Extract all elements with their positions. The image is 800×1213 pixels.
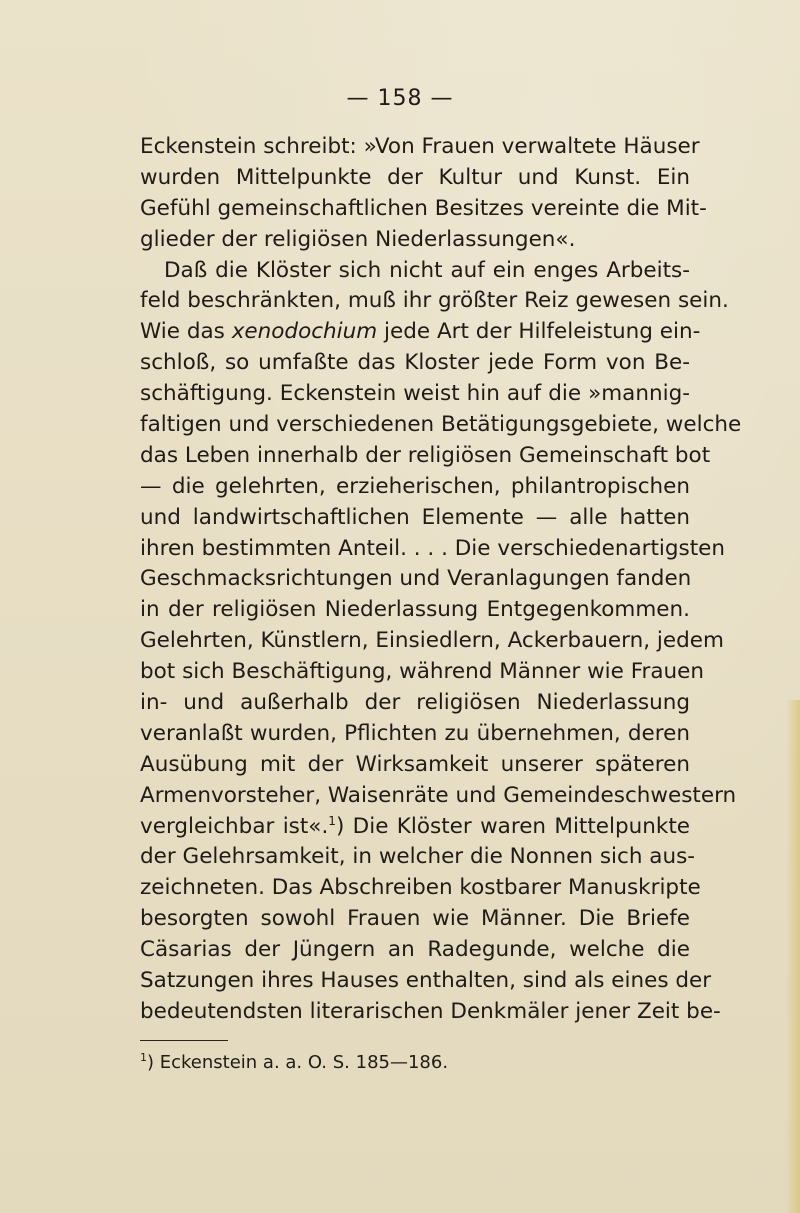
footnote-reference: 1 <box>328 813 336 828</box>
footnote-text: ) Eckenstein a. a. O. S. 185—186. <box>147 1052 449 1073</box>
text-line: Eckenstein schreibt: »Von Frauen verwaltete Häuser <box>140 134 700 159</box>
text-line-with-footnote-ref <box>140 812 690 843</box>
text-line: Satzungen ihres Hauses enthalten, sind als eines der <box>140 968 712 994</box>
text-line: Cäsarias der Jüngern an Radegunde, welche die <box>140 937 690 963</box>
text-line: Armenvorsteher, Waisenräte und Gemeindeschwestern <box>140 782 737 808</box>
text-segment: ) Die Klöster waren Mittelpunkte <box>335 813 690 839</box>
text-line-with-italic <box>140 317 701 348</box>
text-line: Geschmacksrichtungen und Veranlagungen fanden <box>140 566 692 592</box>
text-line: glieder der religiösen Niederlassungen«. <box>140 226 576 252</box>
text-segment: vergleichbar ist«. <box>140 813 329 839</box>
text-line: wurden Mittelpunkte der Kultur und Kunst. Ein <box>140 164 690 190</box>
text-line: das Leben innerhalb der religiösen Gemeinschaft bot <box>140 442 711 468</box>
text-line: ihren bestimmten Anteil. . . . Die verschiedenartigsten <box>140 535 726 561</box>
text-line: zeichneten. Das Abschreiben kostbarer Manuskripte <box>140 875 701 901</box>
text-line: veranlaßt wurden, Pflichten zu übernehmen, deren <box>140 720 690 746</box>
text-line: — die gelehrten, erzieherischen, philantropischen <box>140 473 690 499</box>
text-line: Ausübung mit der Wirksamkeit unserer späteren <box>140 751 690 777</box>
italic-term: xenodochium <box>231 319 378 345</box>
text-line: bedeutendsten literarischen Denkmäler jener Zeit be- <box>140 998 721 1024</box>
page-edge-shading <box>786 700 800 1213</box>
text-line: schloß, so umfaßte das Kloster jede Form von Be- <box>140 350 690 376</box>
text-line: faltigen und verschiedenen Betätigungsgebiete, welche <box>140 412 742 438</box>
text-line: bot sich Beschäftigung, während Männer wie Frauen <box>140 659 705 685</box>
text-line: Daß die Klöster sich nicht auf ein enges Arbeits- <box>164 257 690 283</box>
text-line: und landwirtschaftlichen Elemente — alle hatten <box>140 504 690 530</box>
text-line: in- und außerhalb der religiösen Niederlassung <box>140 690 690 716</box>
text-line: besorgten sowohl Frauen wie Männer. Die Briefe <box>140 906 690 932</box>
body-text <box>140 132 742 1028</box>
page-number: — 158 — <box>346 86 454 111</box>
text-line: Gelehrten, Künstlern, Einsiedlern, Ackerbauern, jedem <box>140 628 724 654</box>
footnote-mark: 1 <box>140 1051 147 1064</box>
text-segment: Wie das <box>140 319 232 345</box>
text-segment: jede Art der Hilfeleistung ein- <box>377 319 701 345</box>
text-line: schäftigung. Eckenstein weist hin auf die »mannig- <box>140 381 690 407</box>
text-line: feld beschränkten, muß ihr größter Reiz gewesen sein. <box>140 288 729 314</box>
text-line: der Gelehrsamkeit, in welcher die Nonnen sich aus- <box>140 844 696 870</box>
footnote-divider <box>140 1040 228 1041</box>
text-line: Gefühl gemeinschaftlichen Besitzes vereinte die Mit- <box>140 195 707 221</box>
text-line: in der religiösen Niederlassung Entgegenkommen. <box>140 597 690 623</box>
footnote <box>140 1052 448 1073</box>
